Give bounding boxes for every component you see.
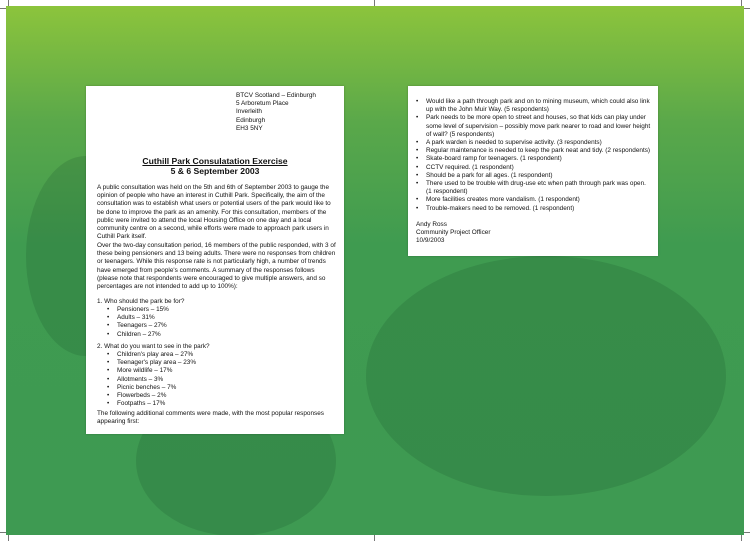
- list-item: • Footpaths – 17%: [107, 400, 196, 408]
- list-item: • More wildlife – 17%: [107, 367, 196, 375]
- signature-role: Community Project Officer: [416, 229, 491, 237]
- signature-date: 10/9/2003: [416, 237, 445, 245]
- document-title: [86, 156, 344, 176]
- question-1: 1. Who should the park be for?: [97, 298, 185, 305]
- crop-mark: [8, 535, 9, 541]
- list-item: • Pensioners – 15%: [107, 306, 169, 314]
- list-item: • Would like a path through park and on to mining museum, which could also link up with the John Muir Way. (5 respondents): [416, 98, 652, 114]
- consultation-document-page-2: [408, 86, 658, 256]
- list-item: • Teenagers – 27%: [107, 322, 169, 330]
- list-item: • Regular maintenance is needed to keep the park neat and tidy. (2 respondents): [416, 147, 652, 155]
- crop-mark: [8, 0, 9, 6]
- consultation-document-page-1: [86, 86, 344, 434]
- crop-mark: [744, 8, 750, 9]
- list-item: • Should be a park for all ages. (1 respondent): [416, 172, 652, 180]
- list-item: • Teenager's play area – 23%: [107, 359, 196, 367]
- question-2-answers: [107, 351, 196, 408]
- list-item: • Picnic benches – 7%: [107, 384, 196, 392]
- list-item: • Trouble-makers need to be removed. (1 respondent): [416, 205, 652, 213]
- signature-block: [416, 221, 490, 246]
- question-1-answers: [107, 306, 169, 339]
- sender-address: [236, 92, 316, 133]
- address-line: Edinburgh: [236, 116, 266, 124]
- closing-paragraph: The following additional comments were made, with the most popular responses appearing first:: [97, 410, 324, 426]
- crop-mark: [0, 8, 6, 9]
- address-line: Inverleith: [236, 108, 262, 116]
- address-line: EH3 5NY: [236, 124, 263, 132]
- crop-mark: [741, 0, 742, 6]
- intro-paragraph: A public consultation was held on the 5th and 6th of September 2003 to gauge the opinion of people who have an interest in Cuthill Park. Specifically, the aim of the consultation was to establish what users or potential users of the park would like to be done to improve the park as an amenity. For this consultation, members of the public were invited to attend the local Housing Office on one day and a local community centre on a second, while efforts were made to approach park users in Cuthill Park itself.: [97, 184, 331, 241]
- list-item: • Allotments – 3%: [107, 376, 196, 384]
- background-photo-silhouette: [366, 256, 726, 496]
- title-line: Cuthill Park Consulatation Exercise: [142, 156, 288, 166]
- list-item: • A park warden is needed to supervise activity. (3 respondents): [416, 139, 652, 147]
- list-item: • More facilities creates more vandalism. (1 respondent): [416, 196, 652, 204]
- list-item: • Park needs to be more open to street and houses, so that kids can play under some level of supervision – possibly move park nearer to road and lower height of wall? (5 respondents): [416, 114, 652, 139]
- list-item: • Skate-board ramp for teenagers. (1 respondent): [416, 155, 652, 163]
- list-item: • Adults – 31%: [107, 314, 169, 322]
- list-item: • Flowerbeds – 2%: [107, 392, 196, 400]
- question-2: 2. What do you want to see in the park?: [97, 343, 210, 350]
- signature-name: Andy Ross: [416, 221, 447, 228]
- results-paragraph: Over the two-day consultation period, 16 members of the public responded, with 3 of these being pensioners and 13 being adults. There were no responses from children or teenagers. While this response rate is not particularly high, a number of trends have emerged from people's comments. A summary of the responses follows (please note that respondents were encouraged to give multiple answers, and so percentages are not intended to add up to 100%):: [97, 242, 336, 291]
- crop-mark: [741, 535, 742, 541]
- list-item: • Children – 27%: [107, 331, 169, 339]
- list-item: • There used to be trouble with drug-use etc when path through park was open. (1 respondent): [416, 180, 652, 196]
- crop-mark: [374, 535, 375, 541]
- list-item: • Children's play area – 27%: [107, 351, 196, 359]
- address-line: 5 Arboretum Place: [236, 100, 289, 108]
- subtitle-line: 5 & 6 September 2003: [170, 166, 260, 176]
- crop-mark: [744, 532, 750, 533]
- crop-mark: [0, 532, 6, 533]
- additional-comments-list: [416, 98, 652, 213]
- address-line: BTCV Scotland – Edinburgh: [236, 92, 316, 99]
- crop-mark: [374, 0, 375, 6]
- list-item: • CCTV required. (1 respondent): [416, 164, 652, 172]
